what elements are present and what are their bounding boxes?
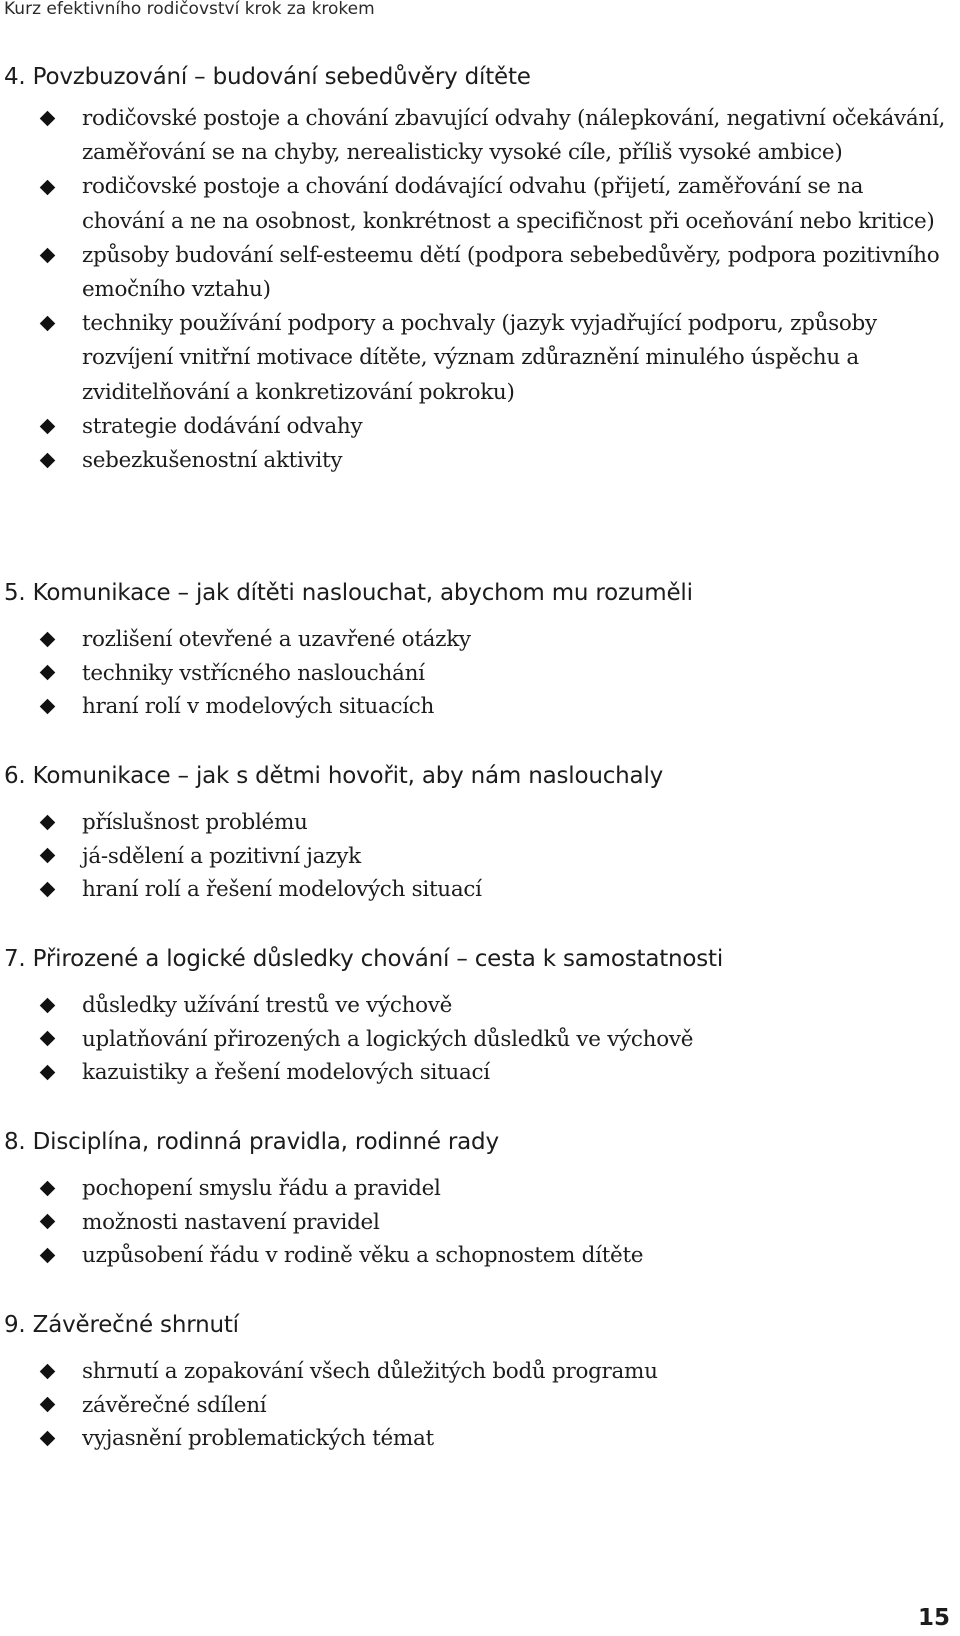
list-item-text: rozlišení otevřené a uzavřené otázky: [82, 627, 471, 652]
section-6: [0, 759, 960, 907]
diamond-bullet-icon: [40, 453, 56, 469]
list-item-text: závěrečné sdílení: [82, 1392, 267, 1418]
list-item: [0, 873, 960, 907]
section-title: 8. Disciplína, rodinná pravidla, rodinné rady: [4, 1129, 499, 1155]
section-9: [0, 1308, 960, 1456]
list-item-text: rodičovské postoje a chování dodávající odvahu (přijetí, zaměřování se na chování a ne na osobnost, konkrétnost a specifičnost při oceňování nebo kritice): [82, 174, 935, 234]
list-item-text: rodičovské postoje a chování zbavující odvahy (nálepkování, negativní očekávání, zaměřování se na chyby, nerealisticky vysoké cíle, příliš vysoké ambice): [82, 106, 946, 166]
bullet-list: [0, 989, 960, 1090]
list-item: [0, 239, 960, 307]
diamond-bullet-icon: [40, 665, 56, 681]
diamond-bullet-icon: [40, 111, 56, 127]
list-item: [0, 1422, 960, 1456]
section-title: 7. Přirozené a logické důsledky chování – cesta k samostatnosti: [4, 946, 724, 972]
bullet-list: [0, 102, 960, 478]
diamond-bullet-icon: [40, 248, 56, 264]
list-item-text: způsoby budování self-esteemu dětí (podpora sebebedůvěry, podpora pozitivního emočního vztahu): [82, 242, 940, 303]
list-item-text: hraní rolí v modelových situacích: [82, 694, 435, 720]
diamond-bullet-icon: [40, 632, 56, 648]
diamond-bullet-icon: [40, 1214, 56, 1230]
diamond-bullet-icon: [40, 699, 56, 715]
list-item-text: důsledky užívání trestů ve výchově: [82, 993, 453, 1018]
list-item: [0, 1206, 960, 1240]
section-title: 9. Závěrečné shrnutí: [4, 1312, 239, 1338]
list-item-text: shrnutí a zopakování všech důležitých bodů programu: [82, 1359, 658, 1384]
list-item-text: pochopení smyslu řádu a pravidel: [82, 1176, 441, 1201]
list-item-text: příslušnost problému: [82, 810, 308, 835]
diamond-bullet-icon: [40, 1397, 56, 1413]
diamond-bullet-icon: [40, 998, 56, 1014]
list-item: [0, 623, 960, 657]
section-7: [0, 942, 960, 1090]
list-item: [0, 1389, 960, 1423]
list-item-text: vyjasnění problematických témat: [82, 1426, 434, 1452]
list-item-text: uplatňování přirozených a logických důsledků ve výchově: [82, 1026, 694, 1052]
section-title: 5. Komunikace – jak dítěti naslouchat, abychom mu rozuměli: [4, 580, 693, 606]
list-item: [0, 1355, 960, 1389]
list-item: [0, 1056, 960, 1090]
bullet-list: [0, 623, 960, 724]
diamond-bullet-icon: [40, 882, 56, 898]
section-title: 6. Komunikace – jak s dětmi hovořit, aby nám naslouchaly: [4, 763, 664, 789]
list-item: [0, 444, 960, 478]
list-item-text: techniky používání podpory a pochvaly (jazyk vyjadřující podporu, způsoby rozvíjení vnitřní motivace dítěte, význam zdůraznění minulého úspěchu a zviditelňování a konkretizování pokroku): [82, 311, 877, 405]
list-item-text: možnosti nastavení pravidel: [82, 1209, 380, 1235]
diamond-bullet-icon: [40, 1031, 56, 1047]
list-item: [0, 170, 960, 238]
list-item: [0, 690, 960, 724]
diamond-bullet-icon: [40, 1248, 56, 1264]
list-item-text: sebezkušenostní aktivity: [82, 448, 343, 474]
list-item-text: techniky vstřícného naslouchání: [82, 660, 425, 686]
list-item: [0, 1172, 960, 1206]
bullet-list: [0, 1355, 960, 1456]
diamond-bullet-icon: [40, 1065, 56, 1081]
section-8: [0, 1125, 960, 1273]
diamond-bullet-icon: [40, 1431, 56, 1447]
list-item-text: uzpůsobení řádu v rodině věku a schopnostem dítěte: [82, 1243, 644, 1269]
diamond-bullet-icon: [40, 1364, 56, 1380]
list-item: [0, 989, 960, 1023]
running-header: Kurz efektivního rodičovství krok za krokem: [4, 0, 375, 19]
list-item: [0, 806, 960, 840]
section-4: [0, 60, 960, 478]
list-item-text: já-sdělení a pozitivní jazyk: [82, 843, 361, 869]
diamond-bullet-icon: [40, 815, 56, 831]
bullet-list: [0, 1172, 960, 1273]
list-item-text: hraní rolí a řešení modelových situací: [82, 877, 482, 903]
list-item: [0, 840, 960, 874]
list-item: [0, 410, 960, 444]
list-item-text: kazuistiky a řešení modelových situací: [82, 1060, 490, 1086]
diamond-bullet-icon: [40, 419, 56, 435]
list-item: [0, 307, 960, 410]
section-title: 4. Povzbuzování – budování sebedůvěry dítěte: [4, 64, 531, 90]
list-item: [0, 1239, 960, 1273]
diamond-bullet-icon: [40, 316, 56, 332]
list-item: [0, 657, 960, 691]
bullet-list: [0, 806, 960, 907]
list-item-text: strategie dodávání odvahy: [82, 413, 363, 439]
list-item: [0, 102, 960, 170]
section-5: [0, 576, 960, 724]
page-number: 15: [917, 1605, 950, 1631]
diamond-bullet-icon: [40, 1181, 56, 1197]
list-item: [0, 1023, 960, 1057]
diamond-bullet-icon: [40, 179, 56, 195]
diamond-bullet-icon: [40, 848, 56, 864]
